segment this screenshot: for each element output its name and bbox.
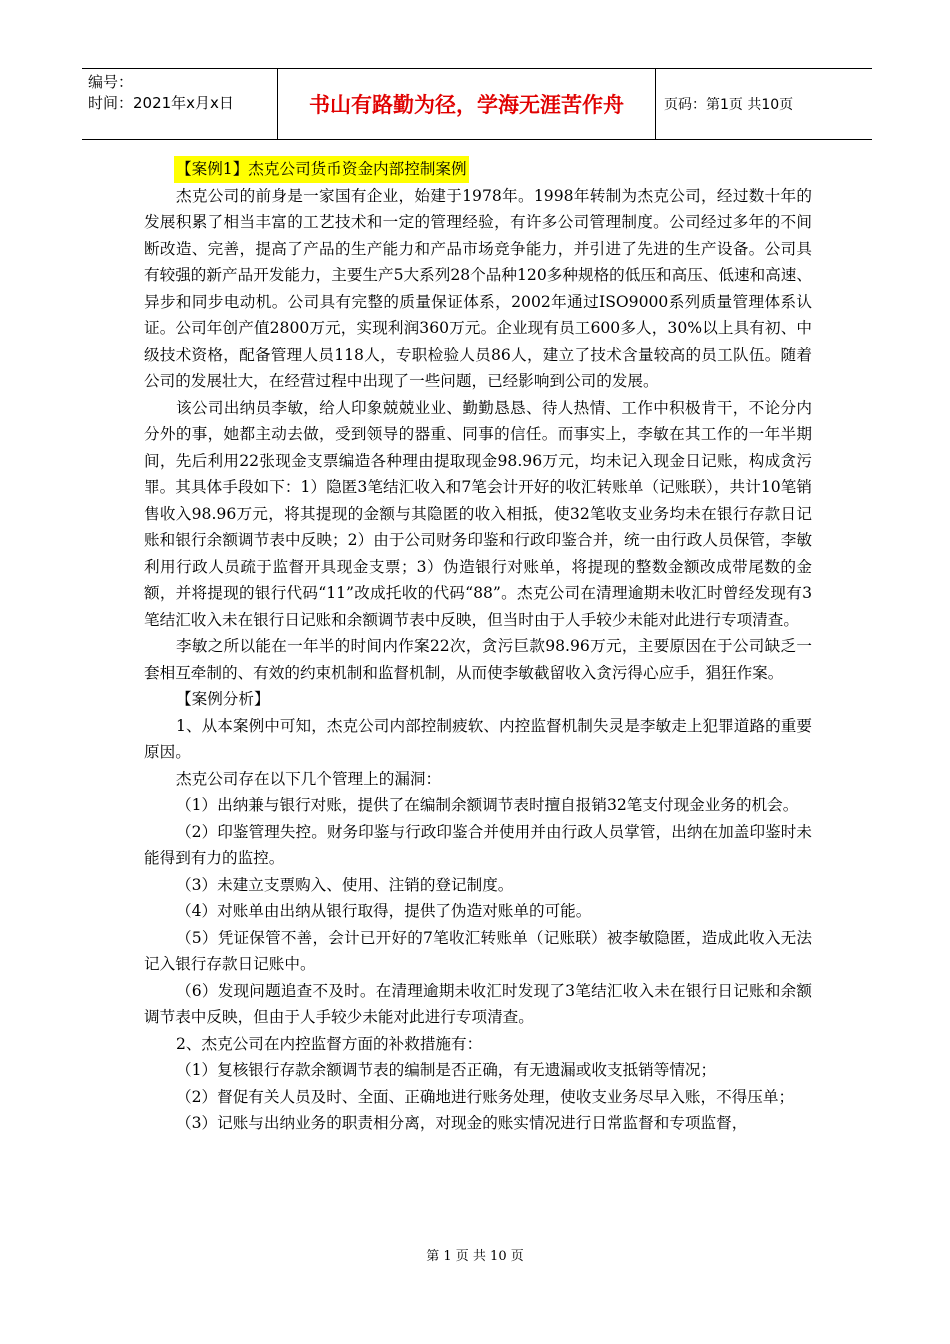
list-item: （1）复核银行存款余额调节表的编制是否正确，有无遗漏或收支抵销等情况； [176,1061,717,1079]
page-header [82,68,872,140]
list-item: （3）记账与出纳业务的职责相分离，对现金的账实情况进行日常监督和专项监督， [176,1114,748,1132]
section-heading: 【案例分析】 [176,690,270,708]
list-item: （2）印鉴管理失控。财务印鉴与行政印鉴合并使用并由行政人员掌管，出纳在加盖印鉴时未能得到有力的监控。 [144,822,812,867]
serial-label: 编号： [88,73,134,91]
title-line [144,156,812,183]
document-body [144,156,812,1137]
list-item: （6）发现问题追查不及时。在清理逾期未收汇时发现了3笔结汇收入未在银行日记账和余额调节表中反映，但由于人手较少未能对此进行专项清查。 [144,981,812,1026]
paragraph: 李敏之所以能在一年半的时间内作案22次，贪污巨款98.96万元，主要原因在于公司缺乏一套相互牵制的、有效的约束机制和监督机制，从而使李敏截留收入贪污得心应手，猖狂作案。 [144,637,812,682]
header-motto: 书山有路勤为径，学海无涯苦作舟 [278,69,656,139]
list-item: （4）对账单由出纳从银行取得，提供了伪造对账单的可能。 [176,902,592,920]
paragraph: 杰克公司存在以下几个管理上的漏洞： [176,769,442,788]
list-item: （2）督促有关人员及时、全面、正确地进行账务处理，使收支业务尽早入账，不得压单； [176,1087,795,1106]
paragraph: 2、杰克公司在内控监督方面的补救措施有： [176,1034,483,1053]
header-page-label: 页码：第1页 共10页 [664,97,794,113]
list-item: （5）凭证保管不善，会计已开好的7笔收汇转账单（记账联）被李敏隐匿，造成此收入无法记入银行存款日记账中。 [144,928,812,973]
paragraph: 1、从本案例中可知，杰克公司内部控制疲软、内控监督机制失灵是李敏走上犯罪道路的重要原因。 [144,716,812,761]
case-title: 【案例1】杰克公司货币资金内部控制案例 [174,156,469,183]
page-footer: 第 1 页 共 10 页 [426,1249,524,1264]
time-label: 时间：2021年x月x日 [88,94,234,112]
list-item: （3）未建立支票购入、使用、注销的登记制度。 [176,875,514,894]
header-info [82,69,278,139]
paragraph: 该公司出纳员李敏，给人印象兢兢业业、勤勤恳恳、待人热情、工作中积极肯干，不论分内分外的事，她都主动去做，受到领导的器重、同事的信任。而事实上，李敏在其工作的一年半期间，先后利用22张现金支票编造各种理由提取现金98.96万元，均未记入现金日记账，构成贪污罪。其具体手段如下：1）隐匿3笔结汇收入和7笔会计开好的收汇转账单（记账联），共计10笔销售收入98.96万元，将其提现的金额与其隐匿的收入相抵，使32笔收支业务均未在银行存款日记账和银行余额调节表中反映；2）由于公司财务印鉴和行政印鉴合并，统一由行政人员保管，李敏利用行政人员疏于监督开具现金支票；3）伪造银行对账单，将提现的整数金额改成带尾数的金额，并将提现的银行代码“11”改成托收的代码“88”。杰克公司在清理逾期未收汇时曾经发现有3笔结汇收入未在银行日记账和余额调节表中反映，但当时由于人手较少未能对此进行专项清查。 [144,398,812,629]
list-item: （1）出纳兼与银行对账，提供了在编制余额调节表时擅自报销32笔支付现金业务的机会。 [176,796,799,814]
paragraph: 杰克公司的前身是一家国有企业，始建于1978年。1998年转制为杰克公司，经过数十年的发展积累了相当丰富的工艺技术和一定的管理经验，有许多公司管理制度。公司经过多年的不间断改造、完善，提高了产品的生产能力和产品市场竞争能力，并引进了先进的生产设备。公司具有较强的新产品开发能力，主要生产5大系列28个品种120多种规格的低压和高压、低速和高速、异步和同步电动机。公司具有完整的质量保证体系，2002年通过ISO9000系列质量管理体系认证。公司年创产值2800万元，实现利润360万元。企业现有员工600多人，30%以上具有初、中级技术资格，配备管理人员118人，专职检验人员86人，建立了技术含量较高的员工队伍。随着公司的发展壮大，在经营过程中出现了一些问题，已经影响到公司的发展。 [144,186,812,390]
